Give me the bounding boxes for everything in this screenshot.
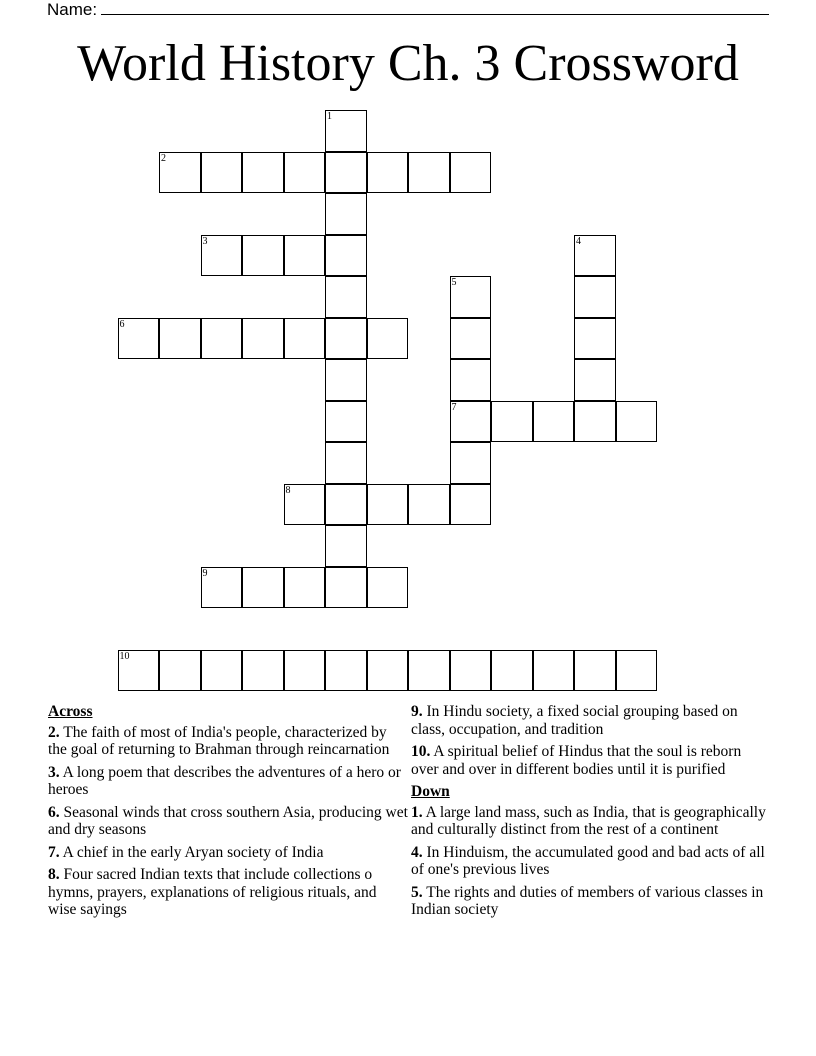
clue-number: 9.	[411, 703, 423, 720]
crossword-cell[interactable]	[574, 650, 616, 692]
crossword-cell[interactable]	[367, 567, 409, 609]
crossword-cell[interactable]	[450, 318, 492, 360]
crossword-cell[interactable]	[284, 484, 326, 526]
down-clue-5	[411, 884, 771, 919]
cell-number: 8	[285, 484, 291, 496]
crossword-cell[interactable]	[118, 318, 160, 360]
clue-text: The faith of most of India's people, characterized by the goal of returning to Brahman through reincarnation	[48, 723, 390, 758]
down-clue-4	[411, 844, 771, 879]
crossword-cell[interactable]	[242, 235, 284, 277]
crossword-cell[interactable]	[284, 152, 326, 194]
across-clue-7	[48, 844, 408, 862]
crossword-cell[interactable]	[367, 650, 409, 692]
crossword-cell[interactable]	[574, 276, 616, 318]
down-clue-1	[411, 804, 771, 839]
crossword-cell[interactable]	[450, 276, 492, 318]
crossword-cell[interactable]	[242, 650, 284, 692]
crossword-cell[interactable]	[284, 318, 326, 360]
crossword-cell[interactable]	[201, 235, 243, 277]
name-label: Name:	[47, 0, 98, 19]
crossword-cell[interactable]	[533, 401, 575, 443]
crossword-cell[interactable]	[450, 650, 492, 692]
across-clue-3	[48, 764, 408, 799]
crossword-cell[interactable]	[408, 484, 450, 526]
crossword-cell[interactable]	[408, 152, 450, 194]
crossword-cell[interactable]	[325, 567, 367, 609]
crossword-cell[interactable]	[491, 401, 533, 443]
crossword-cell[interactable]	[325, 110, 367, 152]
cell-number: 6	[119, 318, 125, 330]
clue-number: 5.	[411, 883, 423, 901]
crossword-cell[interactable]	[450, 359, 492, 401]
crossword-cell[interactable]	[367, 318, 409, 360]
crossword-cell[interactable]	[325, 235, 367, 277]
clue-text: A chief in the early Aryan society of India	[62, 843, 324, 861]
clue-text: Seasonal winds that cross southern Asia, producing wet and dry seasons	[48, 803, 408, 838]
crossword-cell[interactable]	[408, 650, 450, 692]
across-clue-9	[411, 703, 771, 738]
clues-column-left	[48, 703, 408, 924]
crossword-cell[interactable]	[242, 567, 284, 609]
crossword-cell[interactable]	[118, 650, 160, 692]
cell-number: 2	[161, 152, 166, 164]
crossword-cell[interactable]	[201, 152, 243, 194]
crossword-cell[interactable]	[574, 235, 616, 277]
across-clue-6	[48, 804, 408, 839]
crossword-cell[interactable]	[284, 650, 326, 692]
clue-text: Four sacred Indian texts that include collections o hymns, prayers, explanations of religious rituals, and wise sayings	[48, 866, 377, 918]
clue-number: 7.	[48, 843, 60, 861]
crossword-cell[interactable]	[574, 359, 616, 401]
across-clue-8	[48, 866, 408, 919]
across-heading: Across	[48, 703, 93, 720]
crossword-cell[interactable]	[159, 650, 201, 692]
cell-number: 3	[202, 235, 208, 247]
clue-text: A spiritual belief of Hindus that the soul is reborn over and over in different bodies until it is purified	[411, 743, 742, 778]
clue-number: 3.	[48, 763, 60, 781]
crossword-cell[interactable]	[325, 442, 367, 484]
crossword-cell[interactable]	[325, 152, 367, 194]
crossword-cell[interactable]	[450, 152, 492, 194]
clue-number: 2.	[48, 723, 60, 741]
crossword-cell[interactable]	[491, 650, 533, 692]
across-clue-2	[48, 724, 408, 759]
crossword-cell[interactable]	[325, 401, 367, 443]
crossword-cell[interactable]	[367, 484, 409, 526]
crossword-cell[interactable]	[616, 650, 658, 692]
clue-number: 10.	[411, 743, 431, 760]
down-heading: Down	[411, 783, 450, 800]
crossword-cell[interactable]	[574, 401, 616, 443]
crossword-cell[interactable]	[325, 525, 367, 567]
cell-number: 10	[119, 650, 130, 662]
crossword-cell[interactable]	[450, 484, 492, 526]
clue-number: 1.	[411, 803, 423, 821]
crossword-cell[interactable]	[325, 484, 367, 526]
crossword-cell[interactable]	[325, 650, 367, 692]
crossword-cell[interactable]	[450, 401, 492, 443]
crossword-cell[interactable]	[616, 401, 658, 443]
crossword-cell[interactable]	[159, 318, 201, 360]
crossword-cell[interactable]	[242, 152, 284, 194]
crossword-cell[interactable]	[450, 442, 492, 484]
crossword-cell[interactable]	[325, 359, 367, 401]
clue-text: The rights and duties of members of various classes in Indian society	[411, 883, 764, 918]
clues-column-right	[411, 703, 771, 924]
crossword-cell[interactable]	[201, 567, 243, 609]
crossword-cell[interactable]	[284, 567, 326, 609]
clue-text: A large land mass, such as India, that is geographically and culturally distinct from the rest of a continent	[411, 803, 766, 838]
cell-number: 4	[576, 235, 581, 247]
crossword-cell[interactable]	[159, 152, 201, 194]
clue-number: 6.	[48, 803, 60, 821]
page-title: World History Ch. 3 Crossword	[77, 35, 739, 92]
crossword-cell[interactable]	[574, 318, 616, 360]
clue-text: In Hinduism, the accumulated good and bad acts of all of one's previous lives	[411, 843, 765, 878]
crossword-cell[interactable]	[325, 318, 367, 360]
crossword-cell[interactable]	[533, 650, 575, 692]
crossword-cell[interactable]	[325, 193, 367, 235]
cell-number: 9	[202, 567, 208, 579]
clue-number: 4.	[411, 843, 423, 861]
cell-number: 7	[451, 401, 457, 413]
cell-number: 1	[327, 111, 332, 122]
clue-text: In Hindu society, a fixed social grouping based on class, occupation, and tradition	[411, 703, 738, 738]
clue-number: 8.	[48, 866, 60, 883]
across-clue-10	[411, 743, 771, 778]
clue-text: A long poem that describes the adventures of a hero or heroes	[48, 763, 401, 798]
cell-number: 5	[451, 277, 457, 288]
crossword-cell[interactable]	[325, 276, 367, 318]
crossword-cell[interactable]	[284, 235, 326, 277]
crossword-cell[interactable]	[201, 318, 243, 360]
crossword-cell[interactable]	[201, 650, 243, 692]
crossword-cell[interactable]	[367, 152, 409, 194]
crossword-cell[interactable]	[242, 318, 284, 360]
